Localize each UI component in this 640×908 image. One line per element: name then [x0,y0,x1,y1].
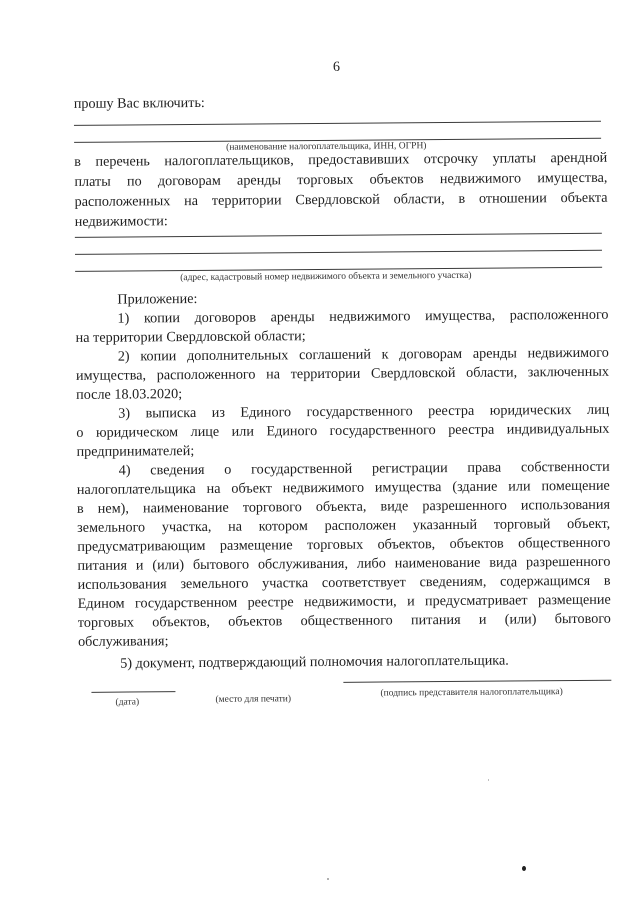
appendix-item-line: налогоплательщика на объект недвижимого имущества (здание или помещение [76,477,610,498]
seal-caption: (место для печати) [215,694,292,705]
signature-line [343,680,611,683]
appendix-item-line: после 18.03.2020; [76,386,183,403]
appendix-item-line: 1) копии договоров аренды недвижимого имущества, расположенного [117,306,609,327]
scan-speck [522,866,526,871]
appendix-item-line: Едином государственном реестре недвижимости, и предусматривает размещение [77,591,611,612]
appendix-item-line: предусматривающим размещение торговых объектов, объектов общественного [77,534,611,555]
page-number: 6 [332,59,341,75]
paragraph-line: в перечень налогоплательщиков, предоставивших отсрочку уплаты арендной [74,149,608,170]
appendix-title: Приложение: [117,290,198,308]
intro-text: прошу Вас включить: [73,94,205,112]
appendix-item-line: обслуживания; [77,633,169,650]
appendix-item-line: 3) выписка из Единого государственного реестра юридических лиц [118,401,610,422]
taxpayer-line-1 [74,121,601,126]
appendix-item-line: имущества, расположенного на территории Свердловской области, заключенных [75,363,609,384]
appendix-item-line: в нем), наименование торгового объекта, виде разрешенного использования [76,496,611,517]
scan-speck [327,878,329,880]
scan-speck [488,779,489,781]
property-line-2 [75,250,602,255]
appendix-item-line: земельного участка, на котором расположен указанный торговый объект, [77,515,611,536]
date-line [91,691,175,693]
appendix-item-line: предпринимателей; [76,443,195,460]
taxpayer-caption: (наименование налогоплательщика, ИНН, ОГРН) [226,141,427,153]
property-line-1 [75,233,602,238]
paragraph-line: расположенных на территории Свердловской области, в отношении объекта [74,189,608,210]
date-caption: (дата) [115,697,140,708]
appendix-item-line: использования земельного участка соответствует сведениям, содержащимся в [77,572,611,593]
appendix-item-line: на территории Свердловской области; [75,328,306,346]
appendix-item-line: 2) копии дополнительных соглашений к договорам аренды недвижимого [117,344,609,365]
paragraph-line: платы по договорам аренды торговых объектов недвижимого имущества, [74,169,608,190]
signature-caption: (подпись представителя налогоплательщика) [380,687,563,699]
paragraph-line: недвижимости: [74,213,168,230]
appendix-item-line: 4) сведения о государственной регистрации права собственности [118,458,610,479]
appendix-item-line: торговых объектов, объектов общественного питания и (или) бытового [77,610,611,631]
property-caption: (адрес, кадастровый номер недвижимого объекта и земельного участка) [180,270,472,284]
appendix-item-line: 5) документ, подтверждающий полномочия налогоплательщика. [120,652,509,672]
appendix-item-line: питания и (или) бытового обслуживания, либо наименование вида разрешенного [77,553,611,574]
appendix-item-line: о юридическом лице или Единого государственного реестра индивидуальных [76,420,610,441]
